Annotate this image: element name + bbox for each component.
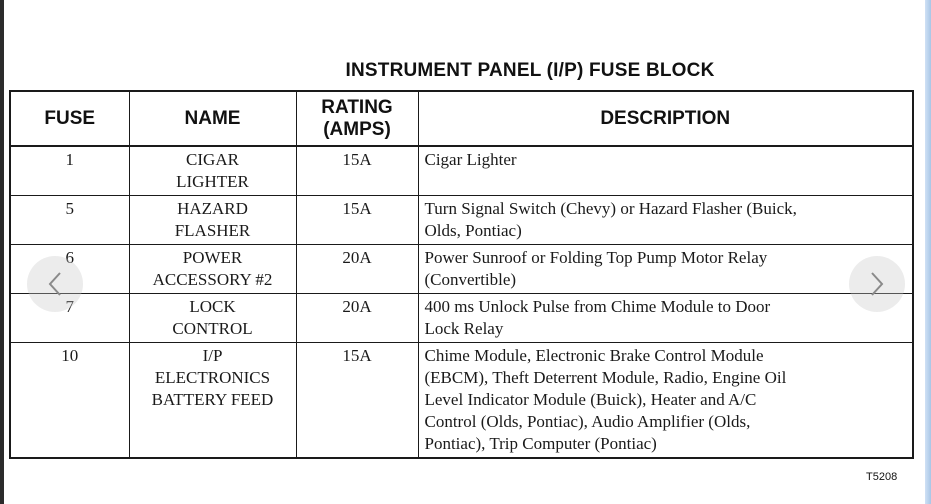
fuse-description-line: (Convertible): [424, 270, 517, 289]
chevron-left-icon: [47, 271, 63, 297]
fuse-description-line: Power Sunroof or Folding Top Pump Motor Relay: [424, 248, 768, 267]
fuse-rating: 20A: [296, 294, 418, 343]
chevron-right-icon: [869, 271, 885, 297]
table-row: [10, 146, 913, 196]
header-name: NAME: [129, 91, 296, 146]
fuse-description: [418, 196, 913, 245]
fuse-description: [418, 343, 913, 459]
fuse-description-line: Turn Signal Switch (Chevy) or Hazard Flasher (Buick,: [424, 199, 797, 218]
fuse-description-line: Cigar Lighter: [424, 150, 517, 169]
fuse-description-line: Pontiac), Trip Computer (Pontiac): [424, 434, 657, 453]
fuse-name-line: HAZARD: [177, 199, 248, 218]
table-row: [10, 294, 913, 343]
header-fuse: FUSE: [10, 91, 129, 146]
header-rating: [296, 91, 418, 146]
fuse-name: [129, 196, 296, 245]
fuse-rating: 15A: [296, 343, 418, 459]
fuse-description-line: Lock Relay: [424, 319, 504, 338]
fuse-name-line: LOCK: [189, 297, 236, 316]
fuse-rating: 15A: [296, 196, 418, 245]
fuse-description-line: Olds, Pontiac): [424, 221, 522, 240]
fuse-name: [129, 146, 296, 196]
fuse-name: [129, 343, 296, 459]
fuse-name-line: CIGAR: [186, 150, 239, 169]
document-title: INSTRUMENT PANEL (I/P) FUSE BLOCK: [345, 60, 715, 81]
fuse-number: 10: [10, 343, 129, 459]
header-description: DESCRIPTION: [418, 91, 913, 146]
table-row: [10, 245, 913, 294]
fuse-description-line: (EBCM), Theft Deterrent Module, Radio, Engine Oil: [424, 368, 787, 387]
fuse-rating: 20A: [296, 245, 418, 294]
fuse-number: 5: [10, 196, 129, 245]
table-header-row: [10, 91, 913, 146]
fuse-number: 7: [10, 294, 129, 343]
fuse-name-line: LIGHTER: [176, 172, 249, 191]
fuse-description: [418, 245, 913, 294]
table-row: [10, 343, 913, 459]
fuse-number: 6: [10, 245, 129, 294]
header-rating-line1: RATING: [321, 96, 393, 118]
fuse-name: [129, 294, 296, 343]
fuse-description-line: Level Indicator Module (Buick), Heater and A/C: [424, 390, 757, 409]
viewer-left-edge: [0, 0, 4, 504]
fuse-description-line: Control (Olds, Pontiac), Audio Amplifier (Olds,: [424, 412, 751, 431]
fuse-description: [418, 294, 913, 343]
figure-code: T5208: [866, 471, 898, 483]
previous-image-button[interactable]: [27, 256, 83, 312]
fuse-name-line: FLASHER: [174, 221, 251, 240]
fuse-description: [418, 146, 913, 196]
fuse-number: 1: [10, 146, 129, 196]
fuse-name-line: POWER: [182, 248, 243, 267]
table-row: [10, 196, 913, 245]
fuse-table: [9, 90, 914, 459]
fuse-name-line: BATTERY FEED: [151, 390, 274, 409]
fuse-name-line: I/P: [202, 346, 223, 365]
fuse-name: [129, 245, 296, 294]
viewer-right-edge: [925, 0, 931, 504]
fuse-description-line: 400 ms Unlock Pulse from Chime Module to Door: [424, 297, 771, 316]
next-image-button[interactable]: [849, 256, 905, 312]
fuse-name-line: CONTROL: [172, 319, 253, 338]
fuse-description-line: Chime Module, Electronic Brake Control Module: [424, 346, 764, 365]
header-rating-line2: (AMPS): [323, 118, 391, 140]
fuse-name-line: ACCESSORY #2: [152, 270, 273, 289]
fuse-name-line: ELECTRONICS: [154, 368, 271, 387]
fuse-rating: 15A: [296, 146, 418, 196]
